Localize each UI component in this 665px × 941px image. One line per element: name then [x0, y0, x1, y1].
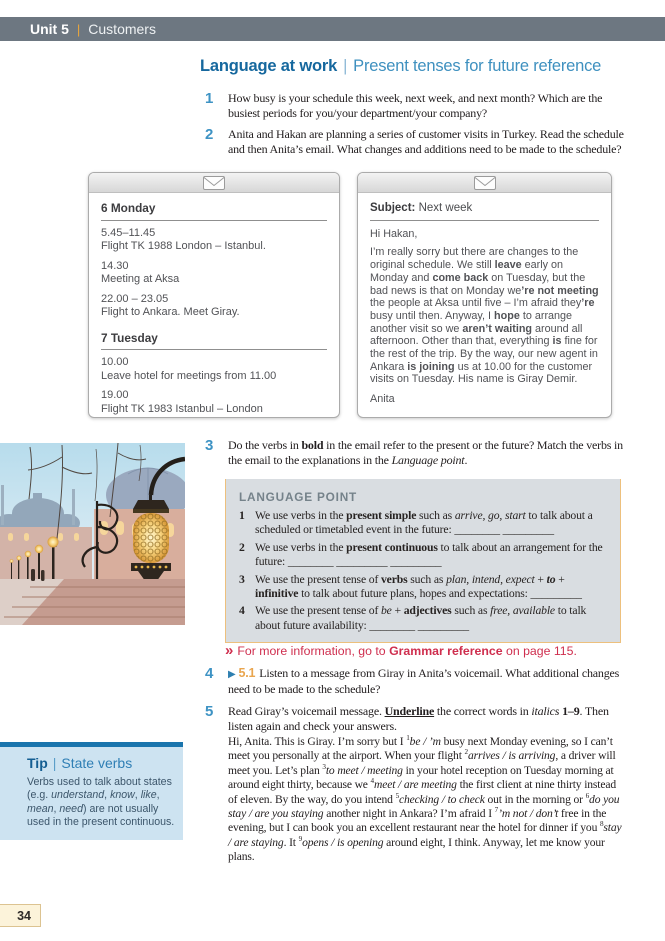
tip-divider: |	[52, 755, 57, 771]
entry-desc: Meeting at Aksa	[101, 273, 180, 285]
entry-time: 5.45–11.45	[101, 226, 156, 239]
envelope-icon	[203, 176, 225, 190]
item-text: We use verbs in the present continuous to talk about an arrangement for the future: ________ _________ _________	[255, 540, 603, 569]
envelope-icon	[474, 176, 496, 190]
schedule-entry	[101, 389, 327, 416]
email-signature: Anita	[370, 393, 395, 406]
subject-value: Next week	[418, 202, 473, 214]
item-number: 1	[239, 509, 245, 522]
unit-label: Unit 5	[30, 21, 69, 37]
entry-time: 10.00	[101, 356, 129, 368]
schedule-entry	[101, 293, 327, 320]
schedule-card-header	[89, 173, 339, 193]
entry-time: 22.00 – 23.05	[101, 292, 169, 305]
exercise-text: Anita and Hakan are planning a series of customer visits in Turkey. Read the schedule and then Anita’s email. What changes and additions need to be made to the schedule?	[228, 127, 624, 156]
exercise-number: 4	[205, 665, 214, 682]
exercise-text: How busy is your schedule this week, next week, and next month? Which are the busiest periods for you/your department/your company?	[228, 91, 603, 120]
exercise-number: 5	[205, 703, 214, 720]
item-number: 3	[239, 572, 245, 586]
title-divider: |	[343, 57, 348, 75]
schedule-card-body	[89, 193, 339, 436]
email-card	[357, 172, 612, 418]
grammar-ref-text: For more information, go to Grammar reference on page 115.	[237, 644, 577, 658]
exercise-5	[205, 704, 625, 865]
voicemail-text: Hi, Anita. This is Giray. I’m sorry but I $^1$be / ’m busy next Monday evening, so I can’t meet you personally at the airport. When your flight $^2$arrives / is arriving, a driver will meet you. Let’s plan $^3$to meet / meeting in your hotel reception on Tuesday morning at around eight thirty, because we $^4$meet / are meeting the first client at nine thirty instead of eleven. By the way, do you intend $^5$checking / to check out in the morning or $^6$do you stay / are you staying another night in Ankara? I’m afraid I $^7$’m not / don’t free in the evening, but I can book you an excellent restaurant near the hotel for dinner if you $^8$stay / are staying. It $^9$opens / is opening around eight, I think. Anyway, let me know your plans.	[228, 734, 622, 864]
exercise-text: Do the verbs in bold in the email refer to the present or the future? Match the verbs in the email to the explanations in the Language point.	[228, 438, 623, 467]
entry-desc: Leave hotel for meetings from 11.00	[101, 369, 277, 382]
exercise-2	[205, 127, 625, 157]
email-card-body	[358, 193, 611, 425]
schedule-card	[88, 172, 340, 418]
tip-label: Tip	[27, 755, 48, 771]
exercise-5-instructions: Read Giray’s voicemail message. Underline the correct words in italics 1–9. Then listen again and check your answers.	[228, 704, 609, 733]
subject-label: Subject:	[370, 202, 416, 214]
email-card-header	[358, 173, 611, 193]
entry-desc: Flight to Ankara. Meet Giray.	[101, 306, 240, 318]
entry-time: 14.30	[101, 259, 129, 272]
entry-time: 19.00	[101, 389, 129, 401]
exercise-1	[205, 91, 625, 121]
exercise-4-text: Listen to a message from Giray in Anita’s voicemail. What additional changes need to be made to the schedule?	[228, 666, 620, 696]
unit-title: Customers	[88, 21, 156, 37]
tip-body	[0, 747, 183, 840]
entry-desc: Flight TK 1988 London – Istanbul.	[101, 240, 266, 252]
section-title: Language at work	[200, 57, 338, 75]
email-greeting: Hi Hakan,	[370, 227, 418, 240]
exercise-number: 1	[205, 90, 214, 107]
tip-text: Verbs used to talk about states (e.g. understand, know, like, mean, need) are not usually used in the present continuous.	[27, 776, 175, 829]
item-text: We use verbs in the present simple such as arrive, go, start to talk about a scheduled or timetabled event in the future: ________ _________	[255, 509, 593, 537]
tip-topic: State verbs	[61, 755, 133, 771]
schedule-day	[101, 332, 327, 417]
grammar-reference-note	[225, 642, 577, 659]
language-point-item	[239, 509, 607, 538]
audio-track-label: 5.1	[238, 666, 256, 680]
exercise-number: 3	[205, 437, 214, 454]
schedule-entry	[101, 356, 327, 383]
day-heading: 7 Tuesday	[101, 332, 327, 351]
item-number: 4	[239, 604, 245, 618]
exercise-text	[228, 666, 625, 697]
page-number-badge: 34	[0, 904, 41, 927]
language-point-item	[239, 573, 607, 602]
exercise-number: 2	[205, 126, 214, 143]
language-point-item	[239, 541, 607, 570]
entry-desc: Flight TK 1983 Istanbul – London	[101, 402, 263, 415]
tip-box	[0, 742, 183, 840]
play-icon: ▶	[228, 669, 236, 680]
istanbul-photo	[0, 443, 185, 625]
item-text: We use the present tense of be + adjectives such as free, available to talk about future availability: ________ _________	[255, 604, 587, 632]
double-chevron-icon: »	[225, 642, 232, 659]
email-body: I’m really sorry but there are changes to the original schedule. We still leave early on Monday and come back on Tuesday, but the bad news is that on Monday we’re not meeting the people at Aksa until five – I’m afraid they’re busy until then. Anyway, I hope to arrange another visit so we aren’t waiting around all afternoon. Other than that, everything is fine for the rest of the trip. By the way, our new agent in Ankara is joining us at 10.00 for the customer visits on Tuesday. His name is Giray Demir.	[370, 246, 599, 386]
item-text: We use the present tense of verbs such as plan, intend, expect + to + infinitive to talk about future plans, hopes and expectations: _________	[255, 572, 582, 601]
schedule-entry	[101, 227, 327, 254]
language-point-title: LANGUAGE POINT	[239, 490, 358, 504]
language-point-item	[239, 604, 607, 633]
schedule-entry	[101, 260, 327, 287]
language-point-box	[225, 479, 621, 643]
exercise-text	[228, 704, 625, 865]
item-number: 2	[239, 540, 245, 554]
exercise-3	[205, 438, 625, 468]
unit-divider: |	[76, 21, 81, 37]
day-heading: 6 Monday	[101, 202, 327, 221]
exercise-4	[205, 666, 625, 697]
section-subtitle: Present tenses for future reference	[353, 57, 602, 75]
page-title	[200, 57, 601, 76]
email-subject-line	[370, 202, 599, 221]
schedule-day	[101, 202, 327, 320]
grammar-reference-link: Grammar reference	[389, 644, 503, 658]
unit-header-bar	[0, 17, 665, 41]
tip-title	[27, 755, 175, 771]
